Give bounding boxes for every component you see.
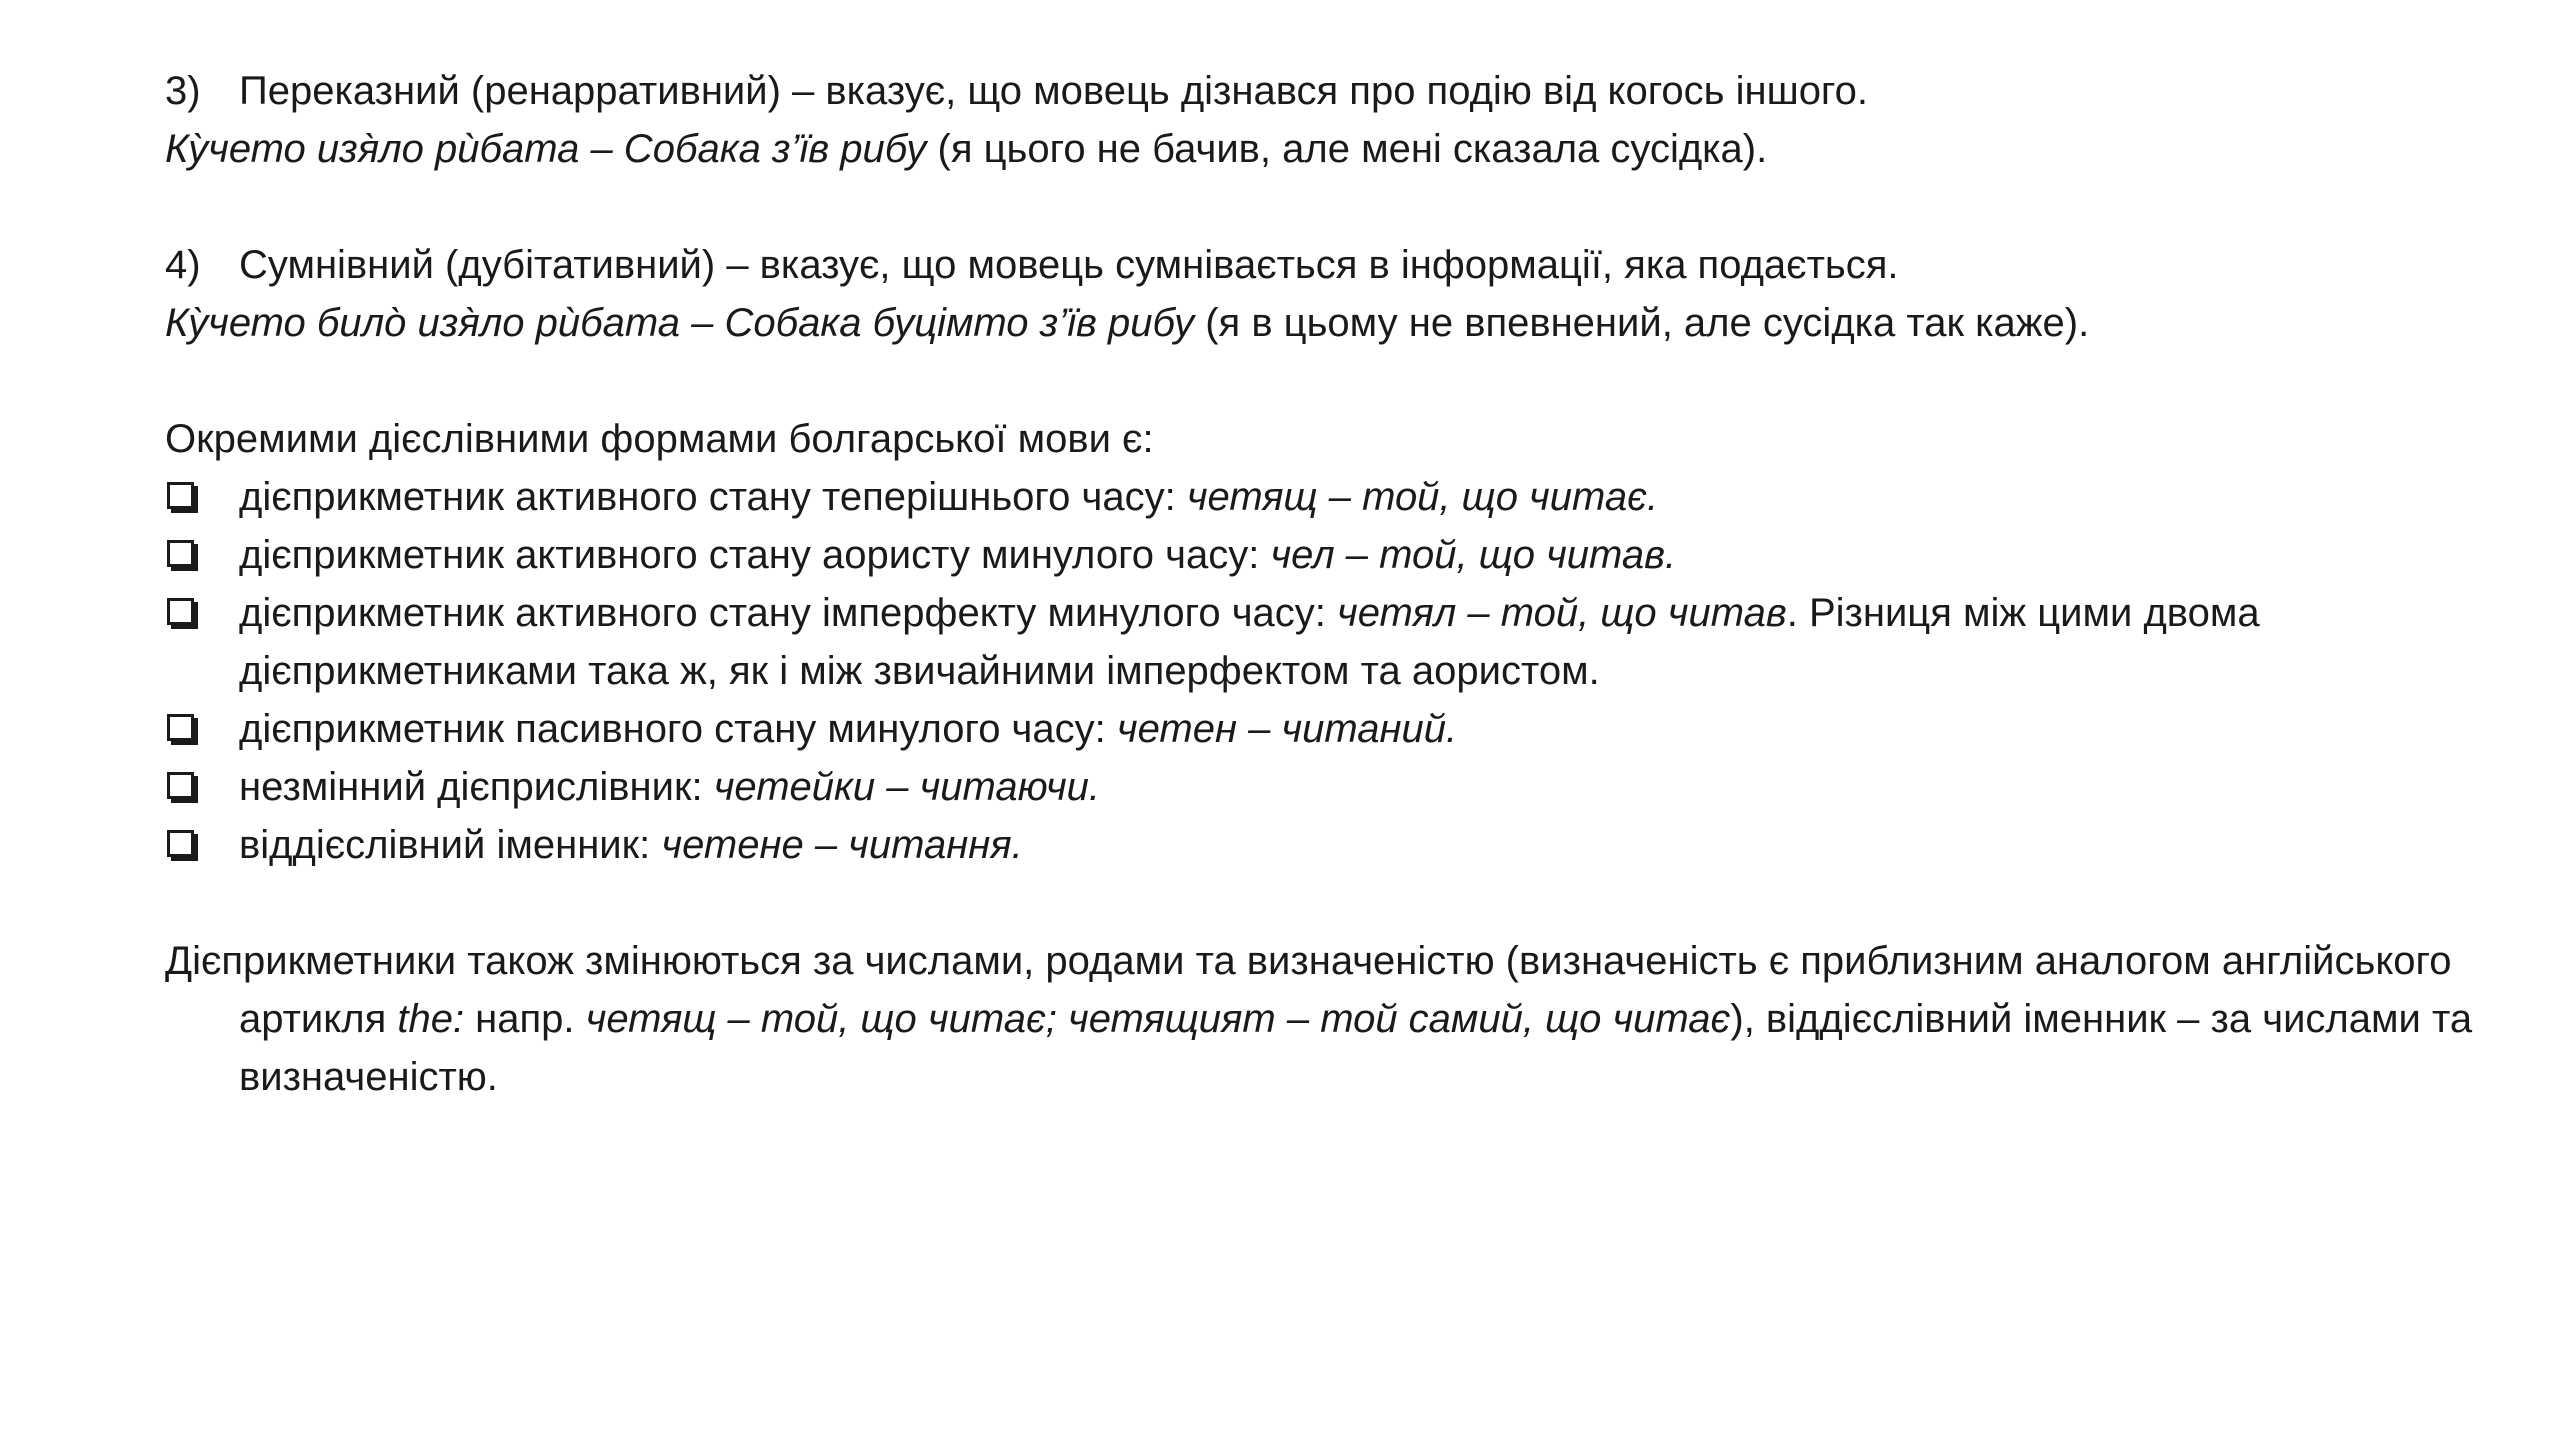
checkbox-bullet-icon [167,714,194,741]
item-plain: дієприкметник активного стану аористу минулого часу: [239,533,1271,577]
item-plain: дієприкметник активного стану імперфекту минулого часу: [239,591,1338,635]
closing-paragraph [165,932,2495,1106]
spacer [165,352,2495,410]
item-number: 3) [165,69,201,113]
list-item [165,584,2495,700]
item-plain: незмінний дієприслівник: [239,765,714,809]
list-item [165,468,2495,526]
item-3-heading [165,62,2495,120]
closing-text: напр. [464,997,586,1041]
item-number: 4) [165,243,201,287]
item-example: четейки – читаючи. [713,765,1101,809]
spacer [165,178,2495,236]
checkbox-bullet-icon [167,598,194,625]
item-tail: . Різниця між цими двома дієприкметниками така ж, як і між звичайними імперфектом та аористом. [239,591,2260,693]
item-plain: дієприкметник активного стану теперішнього часу: [239,475,1187,519]
example-note: (я цього не бачив, але мені сказала сусідка). [926,127,1768,171]
article-the: the: [397,997,465,1041]
item-text: Сумнівний (дубітативний) – вказує, що мовець сумнівається в інформації, яка подається. [239,243,1899,287]
item-example: четящ – той, що читає. [1186,475,1659,519]
item-example: чел – той, що читав. [1270,533,1677,577]
item-3-example [165,120,2495,178]
list-item [165,758,2495,816]
checkbox-bullet-icon [167,482,194,509]
item-4-heading [165,236,2495,294]
closing-text: Дієприкметники також змінюються за числами, родами та визначеністю (визначеність є приблизним аналогом англійського артикля [165,939,2452,1041]
closing-example: четящ – той, що читає; четящият – той самий, що читає [585,997,1731,1041]
list-item [165,526,2495,584]
forms-list [165,468,2495,874]
item-example: четял – той, що читав [1337,591,1787,635]
example-note: (я в цьому не впевнений, але сусідка так каже). [1194,301,2090,345]
example-bulgarian: Ку̀чето изя̀ло рѝбата – Собака з’їв рибу [165,127,927,171]
checkbox-bullet-icon [167,772,194,799]
item-plain: віддієслівний іменник: [239,823,662,867]
checkbox-bullet-icon [167,830,194,857]
closing-text: ), віддієслівний іменник – за числами та визначеністю. [239,997,2473,1099]
item-4-example [165,294,2495,352]
spacer [165,874,2495,932]
list-item [165,700,2495,758]
forms-intro: Окремими дієслівними формами болгарської мови є: [165,417,1154,461]
item-example: четен – читаний. [1116,707,1458,751]
list-item [165,816,2495,874]
slide-content [165,62,2495,1106]
item-plain: дієприкметник пасивного стану минулого часу: [239,707,1117,751]
checkbox-bullet-icon [167,540,194,567]
item-example: четене – читання. [661,823,1023,867]
item-text: Переказний (ренарративний) – вказує, що мовець дізнався про подію від когось іншого. [239,69,1869,113]
example-bulgarian: Ку̀чето било̀ изя̀ло рѝбата – Собака буцімто з’їв рибу [165,301,1195,345]
